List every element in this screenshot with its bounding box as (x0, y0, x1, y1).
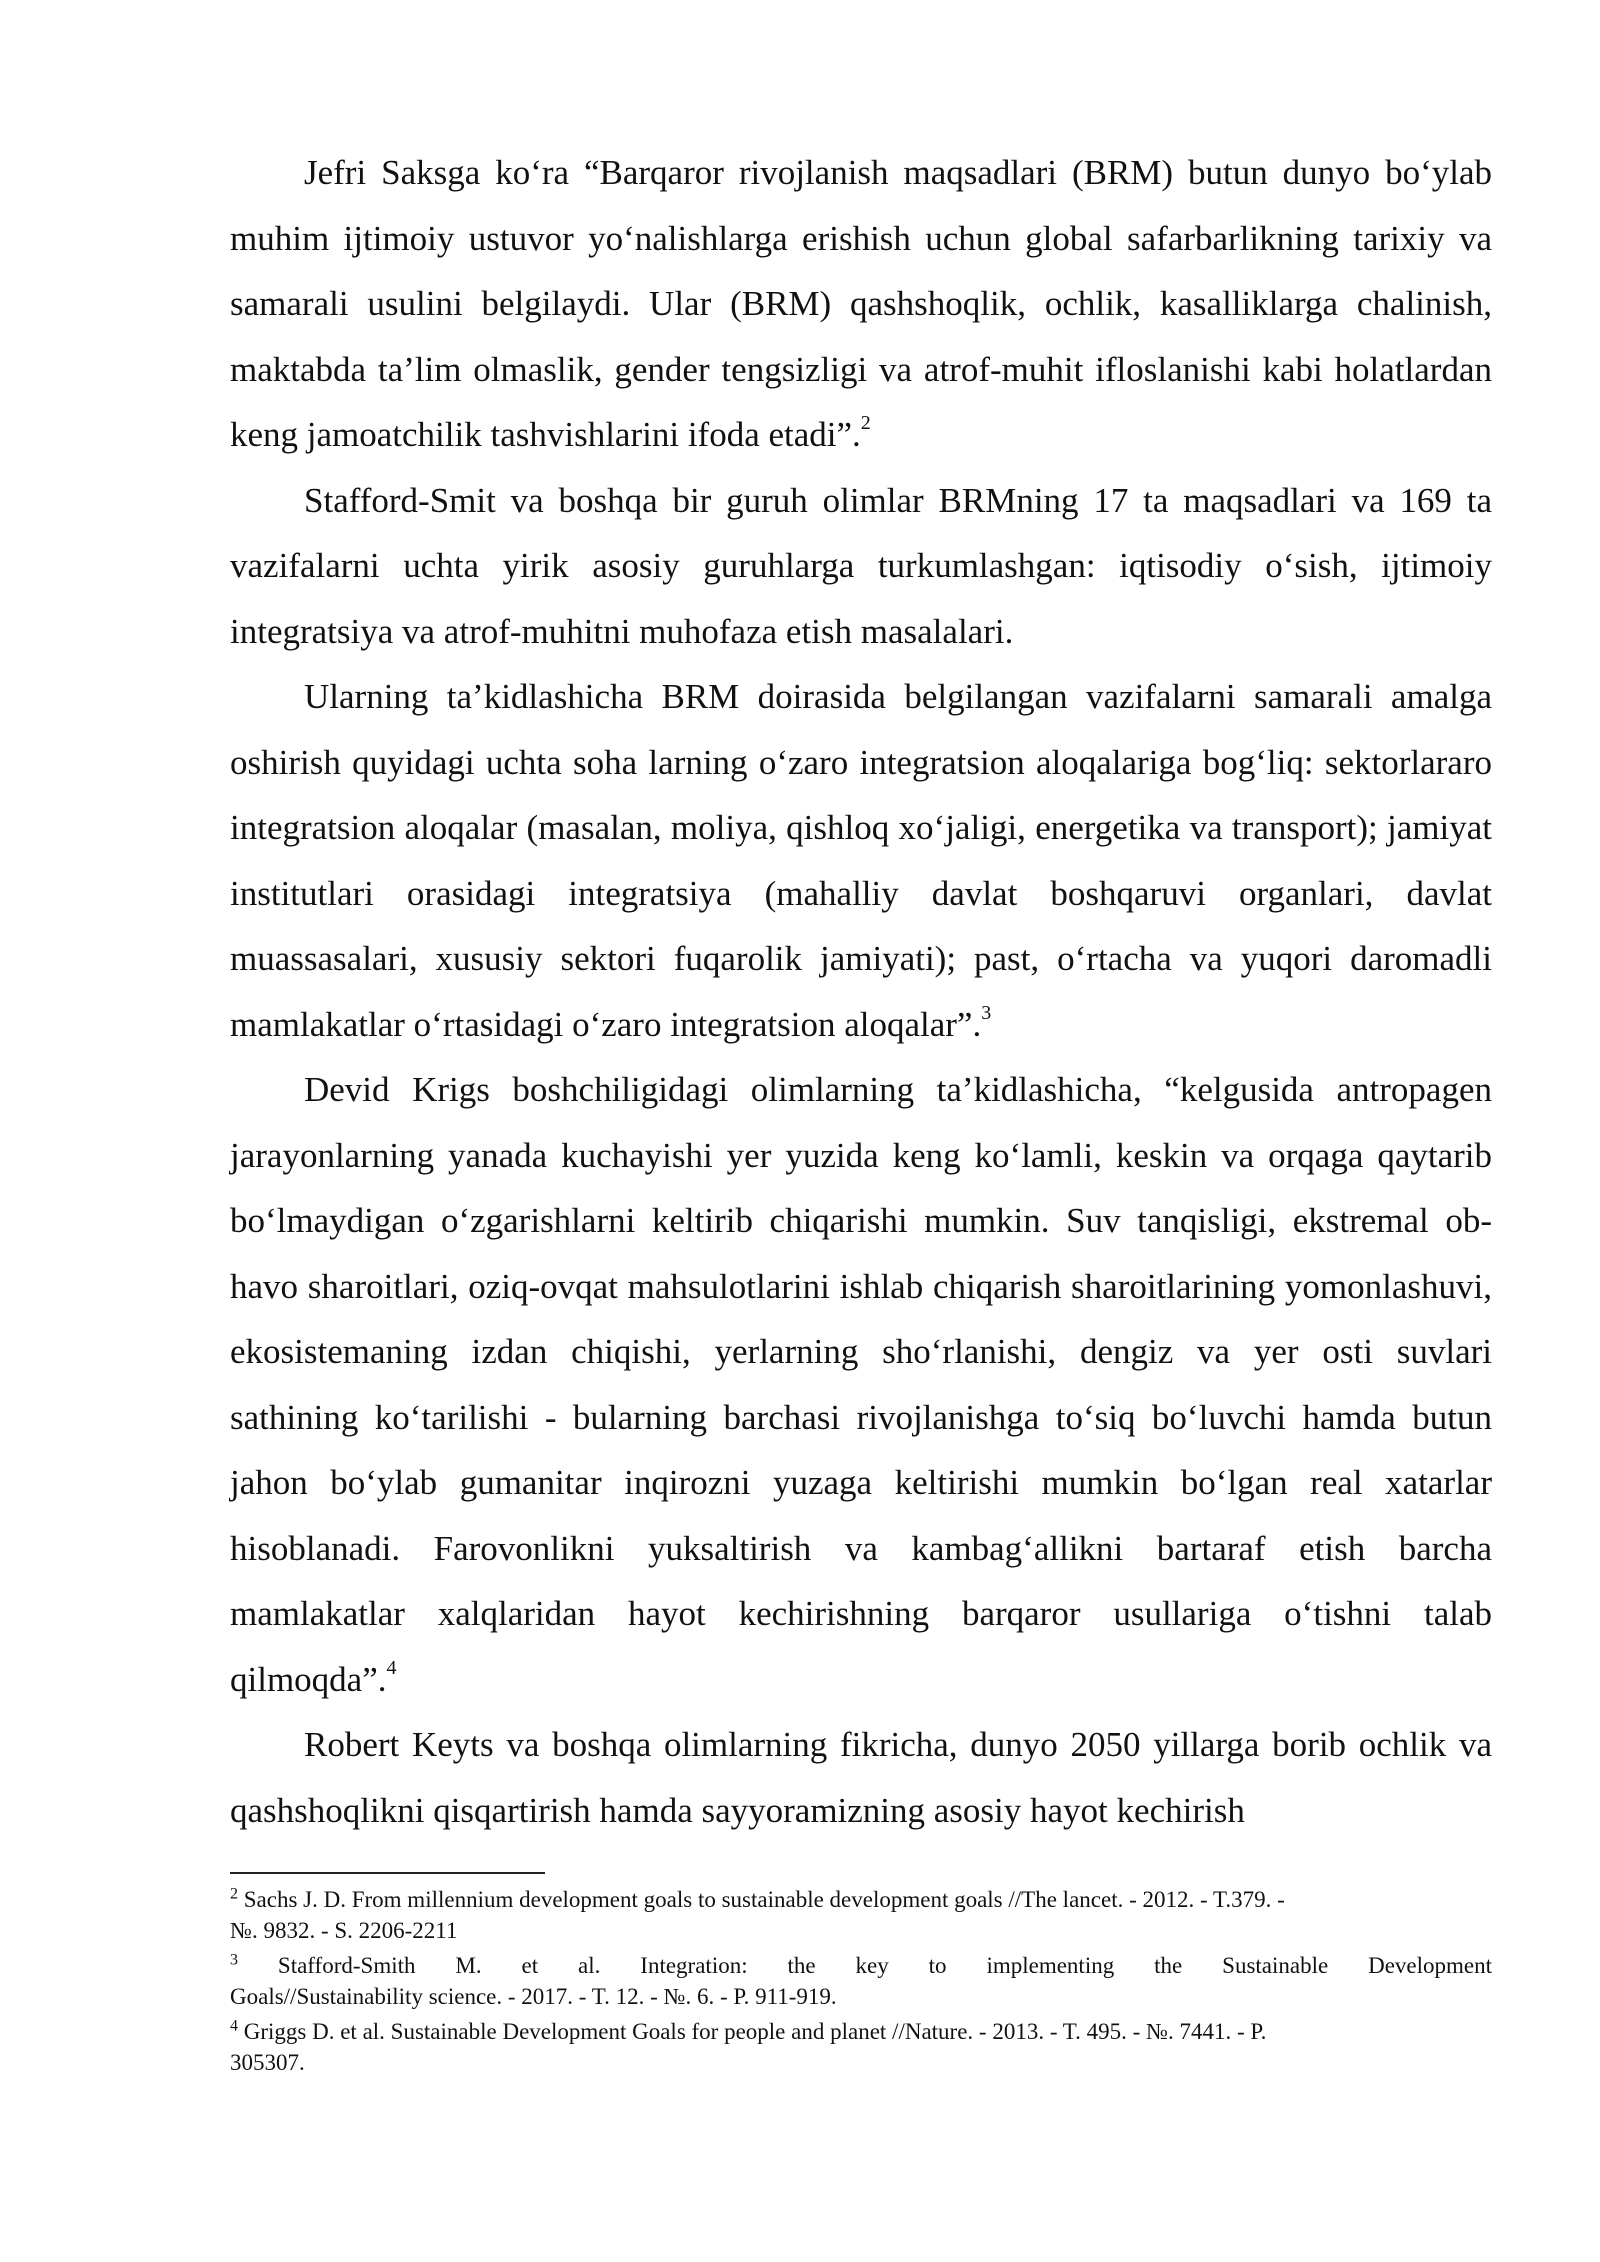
paragraph-2 (230, 468, 1492, 665)
footnote-number: 2 (230, 1885, 238, 1903)
paragraph-text: Jefri Saksga ko‘ra “Barqaror rivojlanish maqsadlari (BRM) butun dunyo bo‘ylab muhim ijtimoiy ustuvor yo‘nalishlarga erishish uchun global safarbarlikning tarixiy va samarali usulini belgilaydi. Ular (BRM) qashshoqlik, ochlik, kasalliklarga chalinish, maktabda ta’lim olmaslik, gender tengsizligi va atrof-muhit ifloslanishi kabi holatlardan keng jamoatchilik tashvishlarini ifoda etadi”. (230, 153, 1492, 454)
paragraph-text: Stafford-Smit va boshqa bir guruh olimlar BRMning 17 ta maqsadlari va 169 ta vazifalarni uchta yirik asosiy guruhlarga turkumlashgan: iqtisodiy o‘sish, ijtimoiy integratsiya va atrof-muhitni muhofaza etish masalalari. (230, 480, 1492, 651)
footnote-ref[interactable]: 2 (860, 412, 871, 435)
paragraph-text: Robert Keyts va boshqa olimlarning fikricha, dunyo 2050 yillarga borib ochlik va qashshoqlikni qisqartirish hamda sayyoramizning asosiy hayot kechirish (230, 1725, 1492, 1830)
paragraph-3 (230, 664, 1492, 1057)
footnote-text: Griggs D. et al. Sustainable Development Goals for people and planet //Nature. - 2013. - T. 495. - №. 7441. - P. (243, 2019, 1267, 2044)
footnote-line (230, 1950, 1492, 1981)
paragraph-text: Devid Krigs boshchiligidagi olimlarning ta’kidlashicha, “kelgusida antropagen jarayonlarning yanada kuchayishi yer yuzida keng ko‘lamli, keskin va orqaga qaytarib bo‘lmaydigan o‘zgarishlarni keltirib chiqarishi mumkin. Suv tanqisligi, ekstremal ob-havo sharoitlari, oziq-ovqat mahsulotlarini ishlab chiqarish sharoitlarining yomonlashuvi, ekosistemaning izdan chiqishi, yerlarning sho‘rlanishi, dengiz va yer osti suvlari sathining ko‘tarilishi - bularning barchasi rivojlanishga to‘siq bo‘luvchi hamda butun jahon bo‘ylab gumanitar inqirozni yuzaga keltirishi mumkin bo‘lgan real xatarlar hisoblanadi. Farovonlikni yuksaltirish va kambag‘allikni bartaraf etish barcha mamlakatlar xalqlaridan hayot kechirishning barqaror usullariga o‘tishni talab qilmoqda”. (230, 1070, 1492, 1699)
footnote-number: 3 (230, 1951, 238, 1969)
footnote-ref[interactable]: 4 (386, 1656, 397, 1679)
footnote-ref[interactable]: 3 (981, 1001, 992, 1024)
footnote-text: Sachs J. D. From millennium development goals to sustainable development goals //The lancet. - 2012. - T.379. - (243, 1887, 1285, 1912)
footnote-text: Goals//Sustainability science. - 2017. - T. 12. - №. 6. - P. 911-919. (230, 1984, 837, 2009)
paragraph-text: Ularning ta’kidlashicha BRM doirasida belgilangan vazifalarni samarali amalga oshirish quyidagi uchta soha larning o‘zaro integratsion aloqalariga bog‘liq: sektorlararo integratsion aloqalar (masalan, moliya, qishloq xo‘jaligi, energetika va transport); jamiyat institutlari orasidagi integratsiya (mahalliy davlat boshqaruvi organlari, davlat muassasalari, xususiy sektori fuqarolik jamiyati); past, o‘rtacha va yuqori daromadli mamlakatlar o‘rtasidagi o‘zaro integratsion aloqalar”. (230, 677, 1492, 1044)
paragraph-4 (230, 1057, 1492, 1712)
paragraph-1 (230, 140, 1492, 468)
footnote-3 (230, 1950, 1492, 2012)
footnote-text: №. 9832. - S. 2206-2211 (230, 1918, 458, 1943)
footnote-4 (230, 2016, 1492, 2078)
footnote-separator (230, 1872, 545, 1874)
footnote-text: Stafford-Smith M. et al. Integration: the key to implementing the Sustainable Development (277, 1953, 1493, 1978)
footnotes (230, 1884, 1492, 2082)
document-body (230, 140, 1492, 1843)
footnote-number: 4 (230, 2017, 238, 2035)
paragraph-5 (230, 1712, 1492, 1843)
footnote-2 (230, 1884, 1492, 1946)
footnote-text: 305307. (230, 2050, 305, 2075)
